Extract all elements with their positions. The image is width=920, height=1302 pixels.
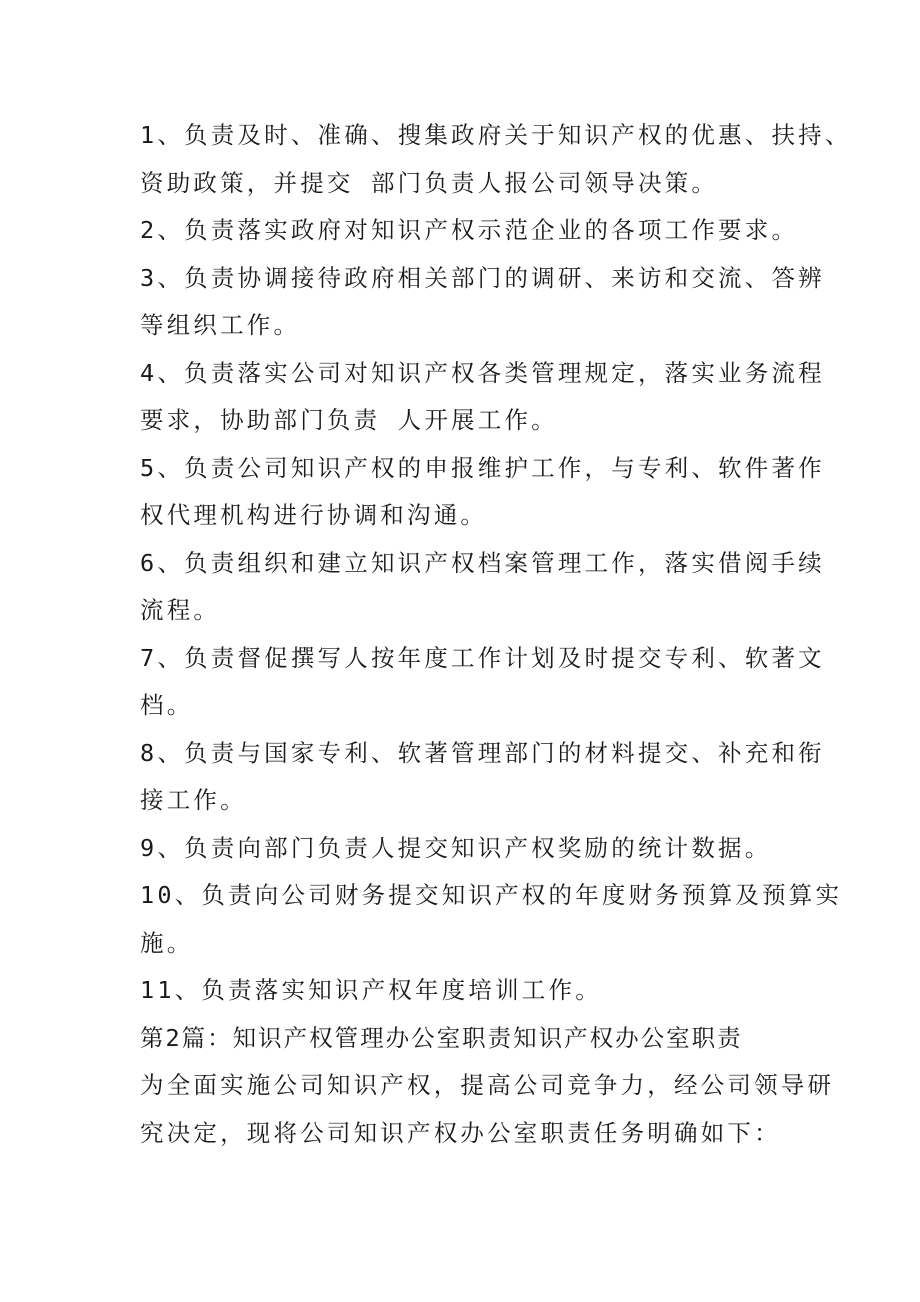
text-line-4: 3、负责协调接待政府相关部门的调研、来访和交流、答辨 bbox=[140, 263, 825, 292]
text-line-14: 8、负责与国家专利、软著管理部门的材料提交、补充和衔 bbox=[140, 738, 825, 767]
document-body bbox=[140, 112, 852, 1157]
text-line-8: 5、负责公司知识产权的申报维护工作，与专利、软件著作 bbox=[140, 453, 825, 482]
text-line-22: 究决定，现将公司知识产权办公室职责任务明确如下： bbox=[140, 1118, 781, 1147]
text-line-11: 流程。 bbox=[140, 596, 221, 624]
text-line-5: 等组织工作。 bbox=[140, 311, 301, 339]
text-line-10: 6、负责组织和建立知识产权档案管理工作，落实借阅手续 bbox=[140, 548, 825, 577]
text-line-19: 11、负责落实知识产权年度培训工作。 bbox=[140, 976, 602, 1004]
section-heading: 第2篇：知识产权管理办公室职责知识产权办公室职责 bbox=[140, 1023, 743, 1052]
text-line-21: 为全面实施公司知识产权，提高公司竞争力，经公司领导研 bbox=[140, 1071, 835, 1099]
text-line-3: 2、负责落实政府对知识产权示范企业的各项工作要求。 bbox=[140, 216, 799, 244]
text-line-15: 接工作。 bbox=[140, 786, 247, 814]
text-line-18: 施。 bbox=[140, 928, 194, 957]
text-line-7: 要求，协助部门负责 人开展工作。 bbox=[140, 406, 558, 434]
text-line-16: 9、负责向部门负责人提交知识产权奖励的统计数据。 bbox=[140, 833, 772, 862]
text-line-1: 1、负责及时、准确、搜集政府关于知识产权的优惠、扶持、 bbox=[140, 121, 852, 149]
text-line-17: 10、负责向公司财务提交知识产权的年度财务预算及预算实 bbox=[140, 881, 843, 909]
text-line-9: 权代理机构进行协调和沟通。 bbox=[140, 501, 488, 529]
text-line-13: 档。 bbox=[140, 691, 194, 719]
text-line-12: 7、负责督促撰写人按年度工作计划及时提交专利、软著文 bbox=[140, 643, 825, 672]
text-line-2: 资助政策，并提交 部门负责人报公司领导决策。 bbox=[140, 168, 719, 197]
text-line-6: 4、负责落实公司对知识产权各类管理规定，落实业务流程 bbox=[140, 358, 825, 387]
